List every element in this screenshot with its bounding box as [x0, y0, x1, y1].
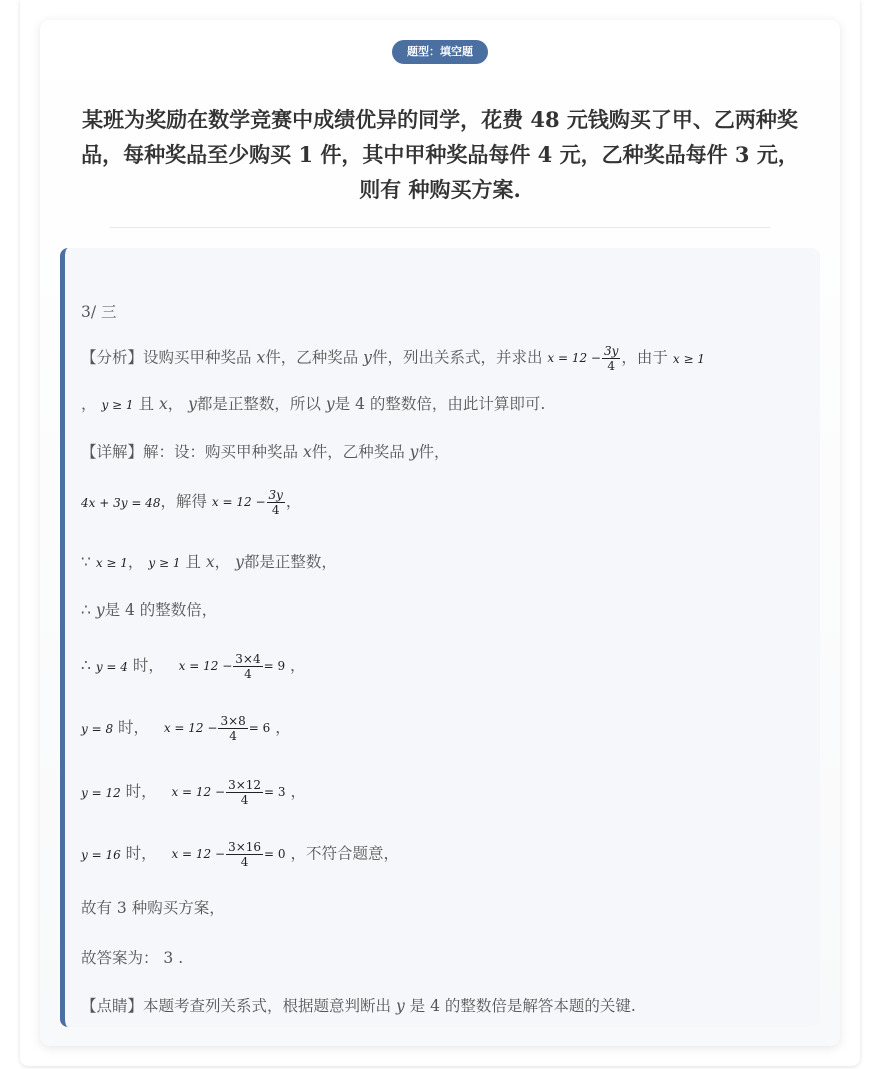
var-y: y: [363, 348, 372, 367]
final-answer-line: 故答案为： 3 .: [81, 949, 184, 967]
because-symbol: ∵: [81, 553, 91, 571]
question-card: [40, 20, 840, 1046]
analysis-text: 件，乙种奖品: [265, 348, 359, 367]
case-text: 时，: [132, 656, 164, 675]
analysis-line-1: [81, 344, 705, 373]
analysis-text: 是 4 的整数倍，由此计算即可.: [334, 395, 546, 413]
formula-x-expression: x = 12 − $\frac{3y}{4}$: [547, 344, 619, 373]
analysis-line-2: [81, 392, 545, 414]
detail-tag: 【详解】: [81, 443, 144, 461]
answer-result: 3/ 三: [81, 303, 117, 321]
because-text: ，: [127, 553, 144, 571]
detail-text: 件，乙种奖品: [311, 443, 405, 461]
var-x: x: [158, 395, 168, 413]
case-line: [81, 778, 306, 807]
var-y: y: [395, 997, 405, 1015]
question-line: 某班为奖励在数学竞赛中成绩优异的同学，花费 48 元钱购买了甲、乙两种奖: [82, 107, 798, 132]
formula-x-expression: x = 12 − $\frac{3y}{4}$: [211, 488, 283, 517]
case-condition: y = 12: [81, 785, 121, 800]
case-line: [81, 840, 399, 869]
because-text: ，: [214, 553, 231, 571]
question-line: 则有 种购买方案.: [359, 177, 521, 202]
var-x: x: [302, 443, 312, 461]
because-text: 都是正整数，: [243, 553, 337, 571]
equation-text: ，解得: [160, 492, 207, 511]
analysis-text: 设购买甲种奖品: [143, 348, 252, 367]
case-line: [81, 714, 291, 743]
analysis-text: ，: [81, 395, 97, 413]
case-text: ，: [290, 656, 306, 675]
case-condition: y = 4: [95, 659, 128, 674]
formula-x-ge-1: x ≥ 1: [672, 351, 705, 366]
therefore-text: 是 4 的整数倍，: [104, 601, 218, 619]
var-y: y: [409, 443, 419, 461]
analysis-text: 件，列出关系式，并求出: [371, 348, 543, 367]
case-formula: x = 12 − $\frac{3\times 12}{4}$ = 3: [171, 778, 286, 807]
therefore-symbol: ∴: [81, 601, 91, 619]
case-condition: y = 8: [81, 721, 114, 736]
equation-text: ，: [285, 492, 302, 511]
case-text: 时，: [118, 718, 150, 737]
detail-text: 件，: [418, 443, 450, 461]
detail-line: [81, 440, 449, 462]
therefore-symbol: ∴: [81, 656, 91, 675]
case-text: ，: [290, 782, 306, 801]
analysis-text: ，: [167, 395, 184, 413]
comment-text: 本题考查列关系式，根据题意判断出: [143, 997, 392, 1015]
question-line: 品，每种奖品至少购买 1 件，其中甲种奖品每件 4 元，乙种奖品每件 3 元，: [81, 142, 799, 167]
case-text: 时，: [125, 782, 157, 801]
formula-x-ge-1: x ≥ 1: [95, 556, 128, 570]
equation-line: [81, 488, 301, 517]
analysis-tag: 【分析】: [81, 348, 144, 367]
answer-panel: [60, 248, 820, 1027]
case-formula: x = 12 − $\frac{3\times 4}{4}$ = 9: [178, 652, 286, 681]
conclusion-line: 故有 3 种购买方案，: [81, 899, 225, 917]
var-x: x: [256, 348, 266, 367]
comment-line: [81, 994, 636, 1016]
case-formula: x = 12 − $\frac{3\times 8}{4}$ = 6: [163, 714, 271, 743]
case-text: ，: [275, 718, 291, 737]
question-text: [60, 102, 820, 207]
var-y: y: [325, 395, 335, 413]
case-formula: x = 12 − $\frac{3\times 16}{4}$ = 0: [171, 840, 286, 869]
case-text: ，不符合题意，: [290, 844, 399, 863]
var-y: y: [188, 395, 197, 413]
because-text: 且: [185, 553, 201, 571]
formula-y-ge-1: y ≥ 1: [148, 556, 181, 570]
var-x: x: [205, 553, 215, 571]
detail-text: 解：设：购买甲种奖品: [143, 443, 299, 461]
comment-tag: 【点睛】: [81, 997, 144, 1015]
because-line: [81, 550, 337, 572]
case-condition: y = 16: [81, 847, 121, 862]
case-text: 时，: [125, 844, 157, 863]
divider: [110, 227, 770, 228]
question-type-badge: 题型：填空题: [392, 40, 488, 64]
comment-text: 是 4 的整数倍是解答本题的关键.: [409, 997, 636, 1015]
analysis-text: ，由于: [621, 348, 668, 367]
analysis-text: 且: [138, 395, 155, 413]
formula-main-equation: 4x + 3y = 48: [81, 495, 161, 510]
analysis-text: 都是正整数，所以: [196, 395, 321, 413]
formula-y-ge-1: y ≥ 1: [101, 398, 134, 412]
case-line: [81, 652, 306, 681]
therefore-line: [81, 598, 217, 620]
var-y: y: [235, 553, 244, 571]
var-y: y: [95, 601, 105, 619]
